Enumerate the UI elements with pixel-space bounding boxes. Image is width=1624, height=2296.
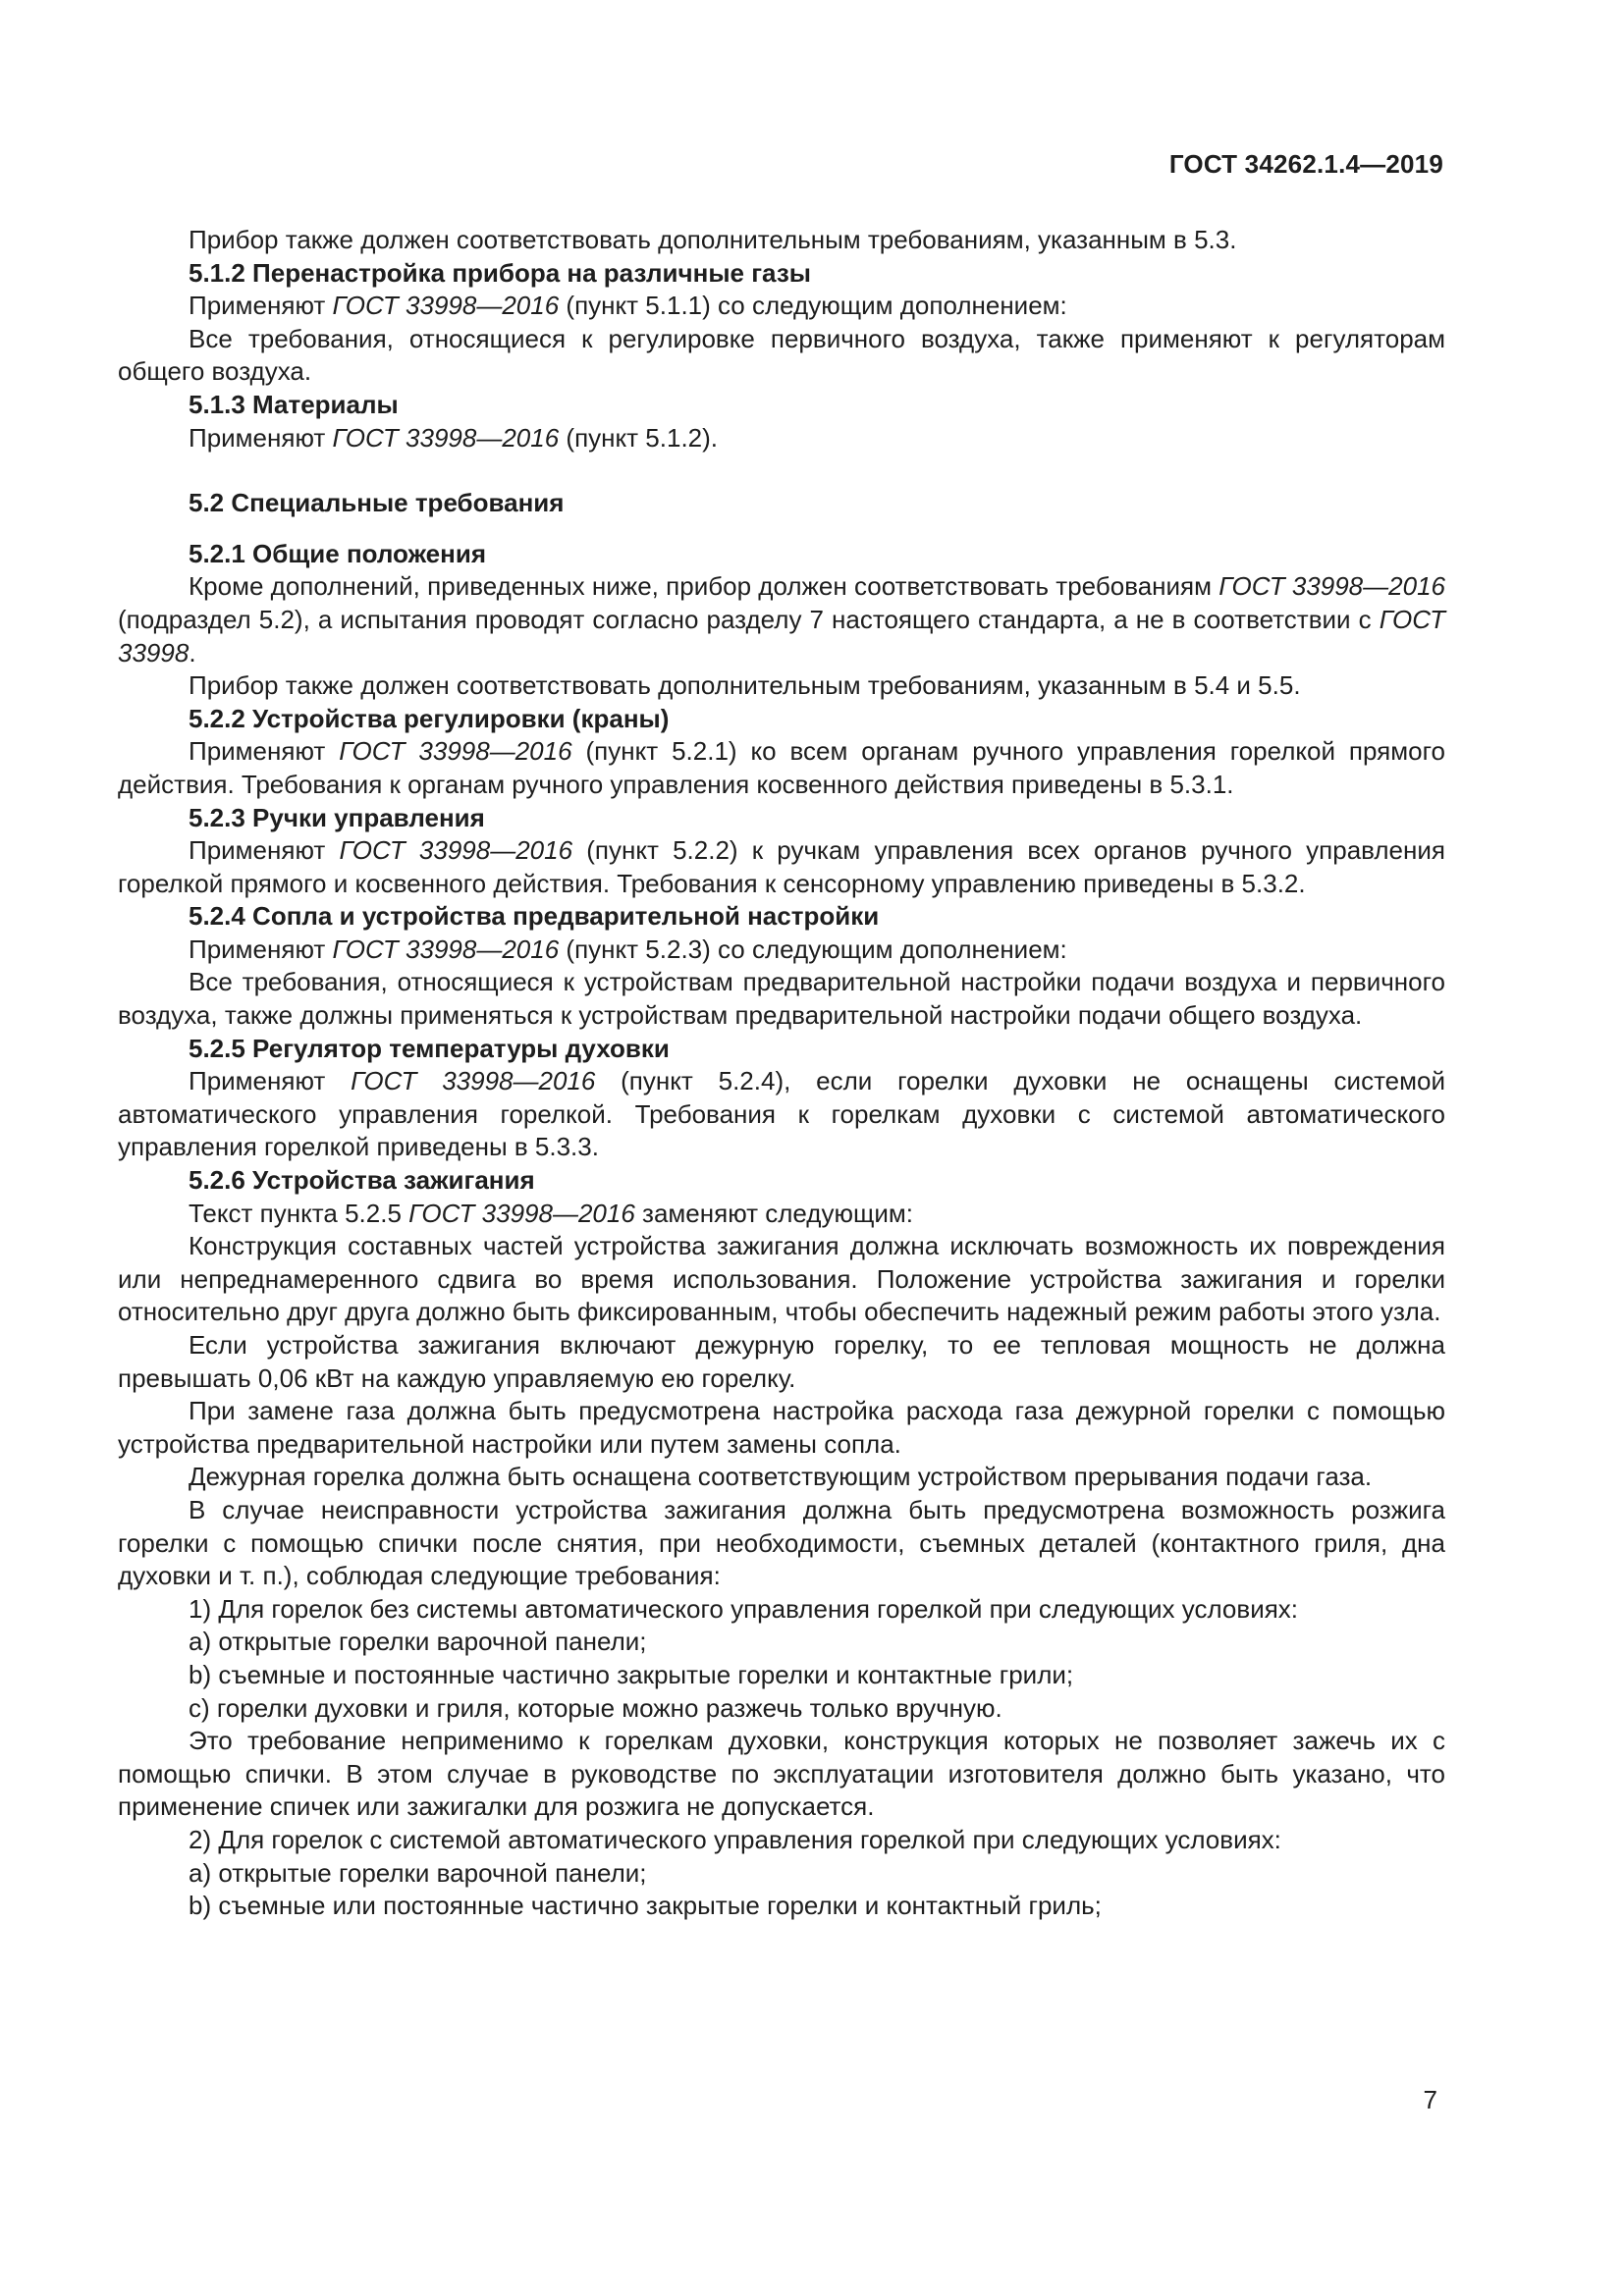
standard-reference: ГОСТ 33998—2016 [332,291,560,321]
paragraph: Все требования, относящиеся к устройствам предварительной настройки подачи воздуха и первичного воздуха, также должны применяться к устройствам предварительной настройки подачи общего воздуха. [118,967,1445,1031]
paragraph: В случае неисправности устройства зажигания должна быть предусмотрена возможность розжига горелки с помощью спички после снятия, при необходимости, съемных деталей (контактного гриля, дна духовки и т. п.), соблюдая следующие требования: [118,1494,1445,1591]
list-item: a) открытые горелки варочной панели; [189,1627,647,1657]
paragraph: Применяют ГОСТ 33998—2016 (пункт 5.2.4), если горелки духовки не оснащены системой автоматического управления горелкой. Требования к горелкам духовки с системой автоматического управления горелкой приведены в 5.3.3. [118,1066,1445,1162]
document-body [118,224,1445,1923]
section-heading-5-2-2: 5.2.2 Устройства регулировки (краны) [189,703,670,733]
paragraph: Применяют ГОСТ 33998—2016 (пункт 5.2.3) со следующим дополнением: [189,934,1067,964]
section-heading-5-1-2: 5.1.2 Перенастройка прибора на различные газы [189,257,811,288]
section-heading-5-2-5: 5.2.5 Регулятор температуры духовки [189,1033,670,1063]
list-item: a) открытые горелки варочной панели; [189,1857,647,1888]
page-number: 7 [1423,2085,1437,2114]
standard-reference: ГОСТ 33998—2016 [351,1066,596,1096]
paragraph: Прибор также должен соответствовать дополнительным требованиям, указанным в 5.4 и 5.5. [189,670,1301,701]
paragraph: Конструкция составных частей устройства зажигания должна исключать возможность их повреждения или непреднамеренного сдвига во время использования. Положение устройства зажигания и горелки относительно друг друга должно быть фиксированным, чтобы обеспечить надежный режим работы этого узла. [118,1231,1445,1327]
list-item: b) съемные или постоянные частично закрытые горелки и контактный гриль; [189,1891,1102,1921]
paragraph: Текст пункта 5.2.5 ГОСТ 33998—2016 заменяют следующим: [189,1198,913,1228]
list-item: 2) Для горелок с системой автоматического управления горелкой при следующих условиях: [189,1824,1281,1854]
paragraph: Все требования, относящиеся к регулировке первичного воздуха, также применяют к регуляторам общего воздуха. [118,323,1445,387]
section-heading-5-2-6: 5.2.6 Устройства зажигания [189,1165,535,1196]
list-item: c) горелки духовки и гриля, которые можно разжечь только вручную. [189,1692,1002,1723]
list-item: 1) Для горелок без системы автоматического управления горелкой при следующих условиях: [189,1593,1299,1624]
document-header: ГОСТ 34262.1.4—2019 [1168,149,1443,179]
list-item: b) съемные и постоянные частично закрытые горелки и контактные грили; [189,1659,1074,1689]
standard-reference: ГОСТ 33998—2016 [1218,571,1445,602]
standard-reference: ГОСТ 33998—2016 [332,422,560,453]
paragraph: Если устройства зажигания включают дежурную горелку, то ее тепловая мощность не должна превышать 0,06 кВт на каждую управляемую ею горелку. [118,1330,1445,1393]
standard-reference: ГОСТ 33998—2016 [332,934,560,964]
standard-reference: ГОСТ 33998—2016 [339,835,573,866]
standard-reference: ГОСТ 33998—2016 [408,1198,635,1228]
section-heading-5-1-3: 5.1.3 Материалы [189,389,399,419]
paragraph: Дежурная горелка должна быть оснащена соответствующим устройством прерывания подачи газа. [189,1462,1373,1492]
standard-reference: ГОСТ 33998 [118,604,1445,667]
paragraph: Применяют ГОСТ 33998—2016 (пункт 5.2.1) ко всем органам ручного управления горелкой прямого действия. Требования к органам ручного управления косвенного действия приведены в 5.3.1. [118,736,1445,799]
standard-reference: ГОСТ 33998—2016 [339,736,572,767]
section-heading-5-2-4: 5.2.4 Сопла и устройства предварительной настройки [189,901,880,932]
section-heading-5-2-1: 5.2.1 Общие положения [189,538,486,568]
paragraph: Применяют ГОСТ 33998—2016 (пункт 5.1.1) со следующим дополнением: [189,291,1067,321]
paragraph: При замене газа должна быть предусмотрена настройка расхода газа дежурной горелки с помощью устройства предварительной настройки или путем замены сопла. [118,1396,1445,1459]
paragraph: Применяют ГОСТ 33998—2016 (пункт 5.2.2) к ручкам управления всех органов ручного управления горелкой прямого и косвенного действия. Требования к сенсорному управлению приведены в 5.3.2. [118,835,1445,898]
paragraph: Это требование неприменимо к горелкам духовки, конструкция которых не позволяет зажечь их с помощью спички. В этом случае в руководстве по эксплуатации изготовителя должно быть указано, что применение спичек или зажигалки для розжига не допускается. [118,1726,1445,1822]
paragraph: Прибор также должен соответствовать дополнительным требованиям, указанным в 5.3. [189,225,1237,254]
section-heading-5-2: 5.2 Специальные требования [189,488,565,518]
paragraph: Применяют ГОСТ 33998—2016 (пункт 5.1.2). [189,422,719,453]
section-heading-5-2-3: 5.2.3 Ручки управления [189,802,485,832]
paragraph: Кроме дополнений, приведенных ниже, прибор должен соответствовать требованиям ГОСТ 33998—2016 (подраздел 5.2), а испытания проводят согласно разделу 7 настоящего стандарта, а не в соответствии с ГОСТ 33998. [118,571,1445,667]
